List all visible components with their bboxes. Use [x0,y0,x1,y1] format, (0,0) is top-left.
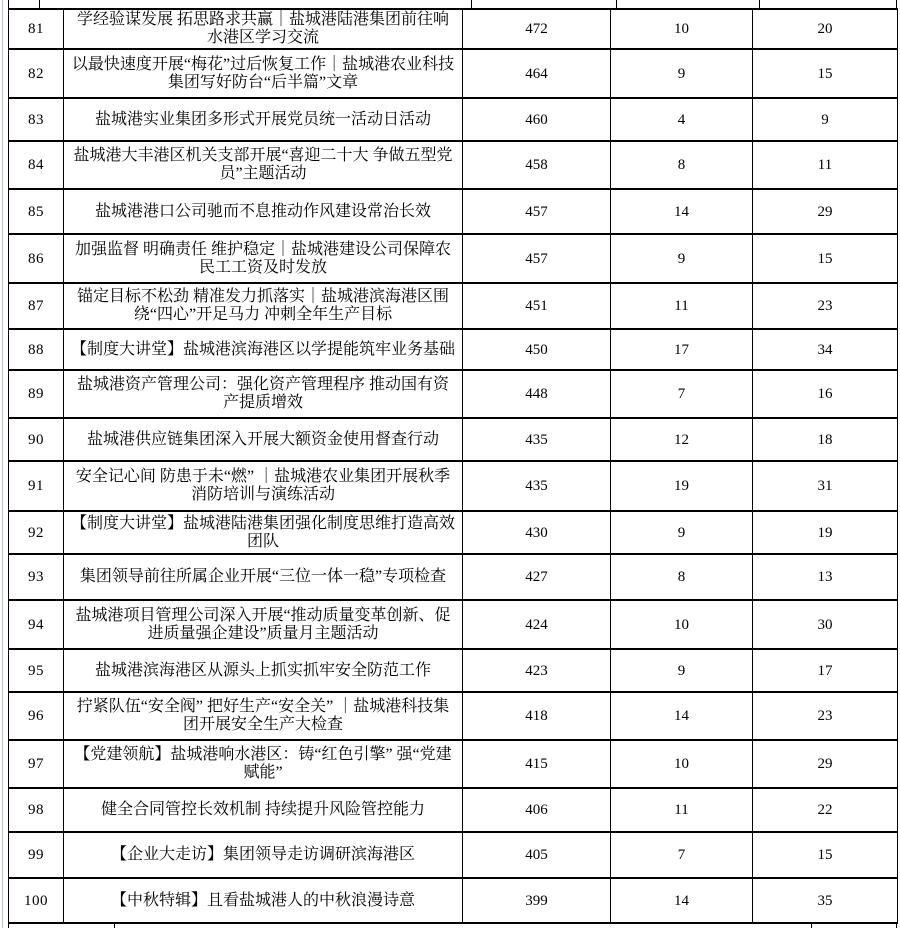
rank-cell: 84 [9,141,64,189]
title-cell: 盐城港资产管理公司：强化资产管理程序 推动国有资产提质增效 [64,370,463,418]
value1-cell: 448 [463,370,611,418]
value1-cell: 457 [463,189,611,234]
value1-cell: 457 [463,234,611,283]
table-row [9,554,898,600]
title-cell: 加强监督 明确责任 维护稳定｜盐城港建设公司保障农民工工资及时发放 [64,234,463,283]
value3-cell: 31 [753,461,898,511]
partial-top-divider [39,0,40,8]
value3-cell: 20 [753,9,898,49]
value2-cell: 19 [611,461,753,511]
table-row [9,649,898,692]
title-cell: 盐城港项目管理公司深入开展“推动质量变革创新、促进质量强企建设”质量月主题活动 [64,600,463,649]
value2-cell: 12 [611,418,753,461]
rank-cell: 98 [9,788,64,832]
value1-cell: 458 [463,141,611,189]
partial-top-divider [471,0,472,8]
title-cell: 安全记心间 防患于未“燃” ｜盐城港农业集团开展秋季消防培训与演练活动 [64,461,463,511]
value2-cell: 17 [611,329,753,370]
title-cell: 【党建领航】盐城港响水港区：铸“红色引擎” 强“党建赋能” [64,740,463,788]
table-row [9,98,898,141]
value2-cell: 14 [611,878,753,923]
partial-top-divider [759,0,760,8]
rank-cell: 97 [9,740,64,788]
value1-cell: 424 [463,600,611,649]
table-row [9,511,898,554]
value2-cell: 7 [611,832,753,878]
title-cell: 学经验谋发展 拓思路求共赢｜盐城港陆港集团前往响水港区学习交流 [64,9,463,49]
title-cell: 盐城港港口公司驰而不息推动作风建设常治长效 [64,189,463,234]
partial-row-top [8,0,897,8]
value2-cell: 11 [611,283,753,329]
ranking-table [8,8,898,924]
value1-cell: 415 [463,740,611,788]
value2-cell: 11 [611,788,753,832]
rank-cell: 82 [9,49,64,98]
table-row [9,788,898,832]
rank-cell: 85 [9,189,64,234]
value2-cell: 7 [611,370,753,418]
value3-cell: 15 [753,49,898,98]
value3-cell: 18 [753,418,898,461]
rank-cell: 89 [9,370,64,418]
title-cell: 以最快速度开展“梅花”过后恢复工作｜盐城港农业科技集团写好防台“后半篇”文章 [64,49,463,98]
title-cell: 盐城港实业集团多形式开展党员统一活动日活动 [64,98,463,141]
partial-bottom-divider [811,922,812,928]
table-row [9,9,898,49]
value1-cell: 423 [463,649,611,692]
rank-cell: 93 [9,554,64,600]
title-cell: 盐城港大丰港区机关支部开展“喜迎二十大 争做五型党员”主题活动 [64,141,463,189]
value1-cell: 418 [463,692,611,740]
value2-cell: 14 [611,692,753,740]
value3-cell: 13 [753,554,898,600]
value1-cell: 451 [463,283,611,329]
table-row [9,141,898,189]
value1-cell: 435 [463,418,611,461]
value1-cell: 460 [463,98,611,141]
value3-cell: 19 [753,511,898,554]
partial-top-divider [616,0,617,8]
table-row [9,740,898,788]
rank-cell: 91 [9,461,64,511]
value3-cell: 17 [753,649,898,692]
value1-cell: 427 [463,554,611,600]
value2-cell: 14 [611,189,753,234]
table-row [9,189,898,234]
title-cell: 【制度大讲堂】盐城港滨海港区以学提能筑牢业务基础 [64,329,463,370]
value1-cell: 472 [463,9,611,49]
value3-cell: 11 [753,141,898,189]
value2-cell: 10 [611,600,753,649]
value1-cell: 406 [463,788,611,832]
table-row [9,461,898,511]
rank-cell: 95 [9,649,64,692]
title-cell: 盐城港滨海港区从源头上抓实抓牢安全防范工作 [64,649,463,692]
rank-cell: 92 [9,511,64,554]
value1-cell: 464 [463,49,611,98]
value2-cell: 8 [611,141,753,189]
rank-cell: 99 [9,832,64,878]
title-cell: 拧紧队伍“安全阀” 把好生产“安全关” ｜盐城港科技集团开展安全生产大检查 [64,692,463,740]
value2-cell: 9 [611,511,753,554]
rank-cell: 83 [9,98,64,141]
title-cell: 锚定目标不松劲 精准发力抓落实｜盐城港滨海港区围绕“四心”开足马力 冲刺全年生产目标 [64,283,463,329]
rank-cell: 88 [9,329,64,370]
title-cell: 【中秋特辑】且看盐城港人的中秋浪漫诗意 [64,878,463,923]
rank-cell: 94 [9,600,64,649]
partial-bottom-divider [114,922,115,928]
value3-cell: 23 [753,283,898,329]
ranking-table-body [9,9,898,923]
value3-cell: 15 [753,234,898,283]
value1-cell: 450 [463,329,611,370]
value3-cell: 34 [753,329,898,370]
rank-cell: 96 [9,692,64,740]
value2-cell: 9 [611,649,753,692]
value3-cell: 9 [753,98,898,141]
value3-cell: 15 [753,832,898,878]
value3-cell: 30 [753,600,898,649]
value3-cell: 29 [753,189,898,234]
table-row [9,692,898,740]
title-cell: 健全合同管控长效机制 持续提升风险管控能力 [64,788,463,832]
rank-cell: 90 [9,418,64,461]
value2-cell: 10 [611,9,753,49]
value2-cell: 4 [611,98,753,141]
value3-cell: 16 [753,370,898,418]
title-cell: 集团领导前往所属企业开展“三位一体一稳”专项检查 [64,554,463,600]
table-row [9,832,898,878]
table-row [9,600,898,649]
table-row [9,234,898,283]
rank-cell: 81 [9,9,64,49]
title-cell: 盐城港供应链集团深入开展大额资金使用督查行动 [64,418,463,461]
title-cell: 【制度大讲堂】盐城港陆港集团强化制度思维打造高效团队 [64,511,463,554]
value2-cell: 10 [611,740,753,788]
rank-cell: 100 [9,878,64,923]
value1-cell: 430 [463,511,611,554]
rank-cell: 86 [9,234,64,283]
value1-cell: 435 [463,461,611,511]
table-row [9,878,898,923]
title-cell: 【企业大走访】集团领导走访调研滨海港区 [64,832,463,878]
gutter-gridline [2,0,3,928]
table-row [9,329,898,370]
table-row [9,418,898,461]
value1-cell: 399 [463,878,611,923]
value1-cell: 405 [463,832,611,878]
value2-cell: 8 [611,554,753,600]
value3-cell: 22 [753,788,898,832]
table-row [9,370,898,418]
value2-cell: 9 [611,234,753,283]
value3-cell: 23 [753,692,898,740]
partial-row-bottom [8,922,897,928]
value3-cell: 29 [753,740,898,788]
table-row [9,283,898,329]
value3-cell: 35 [753,878,898,923]
rank-cell: 87 [9,283,64,329]
table-row [9,49,898,98]
value2-cell: 9 [611,49,753,98]
